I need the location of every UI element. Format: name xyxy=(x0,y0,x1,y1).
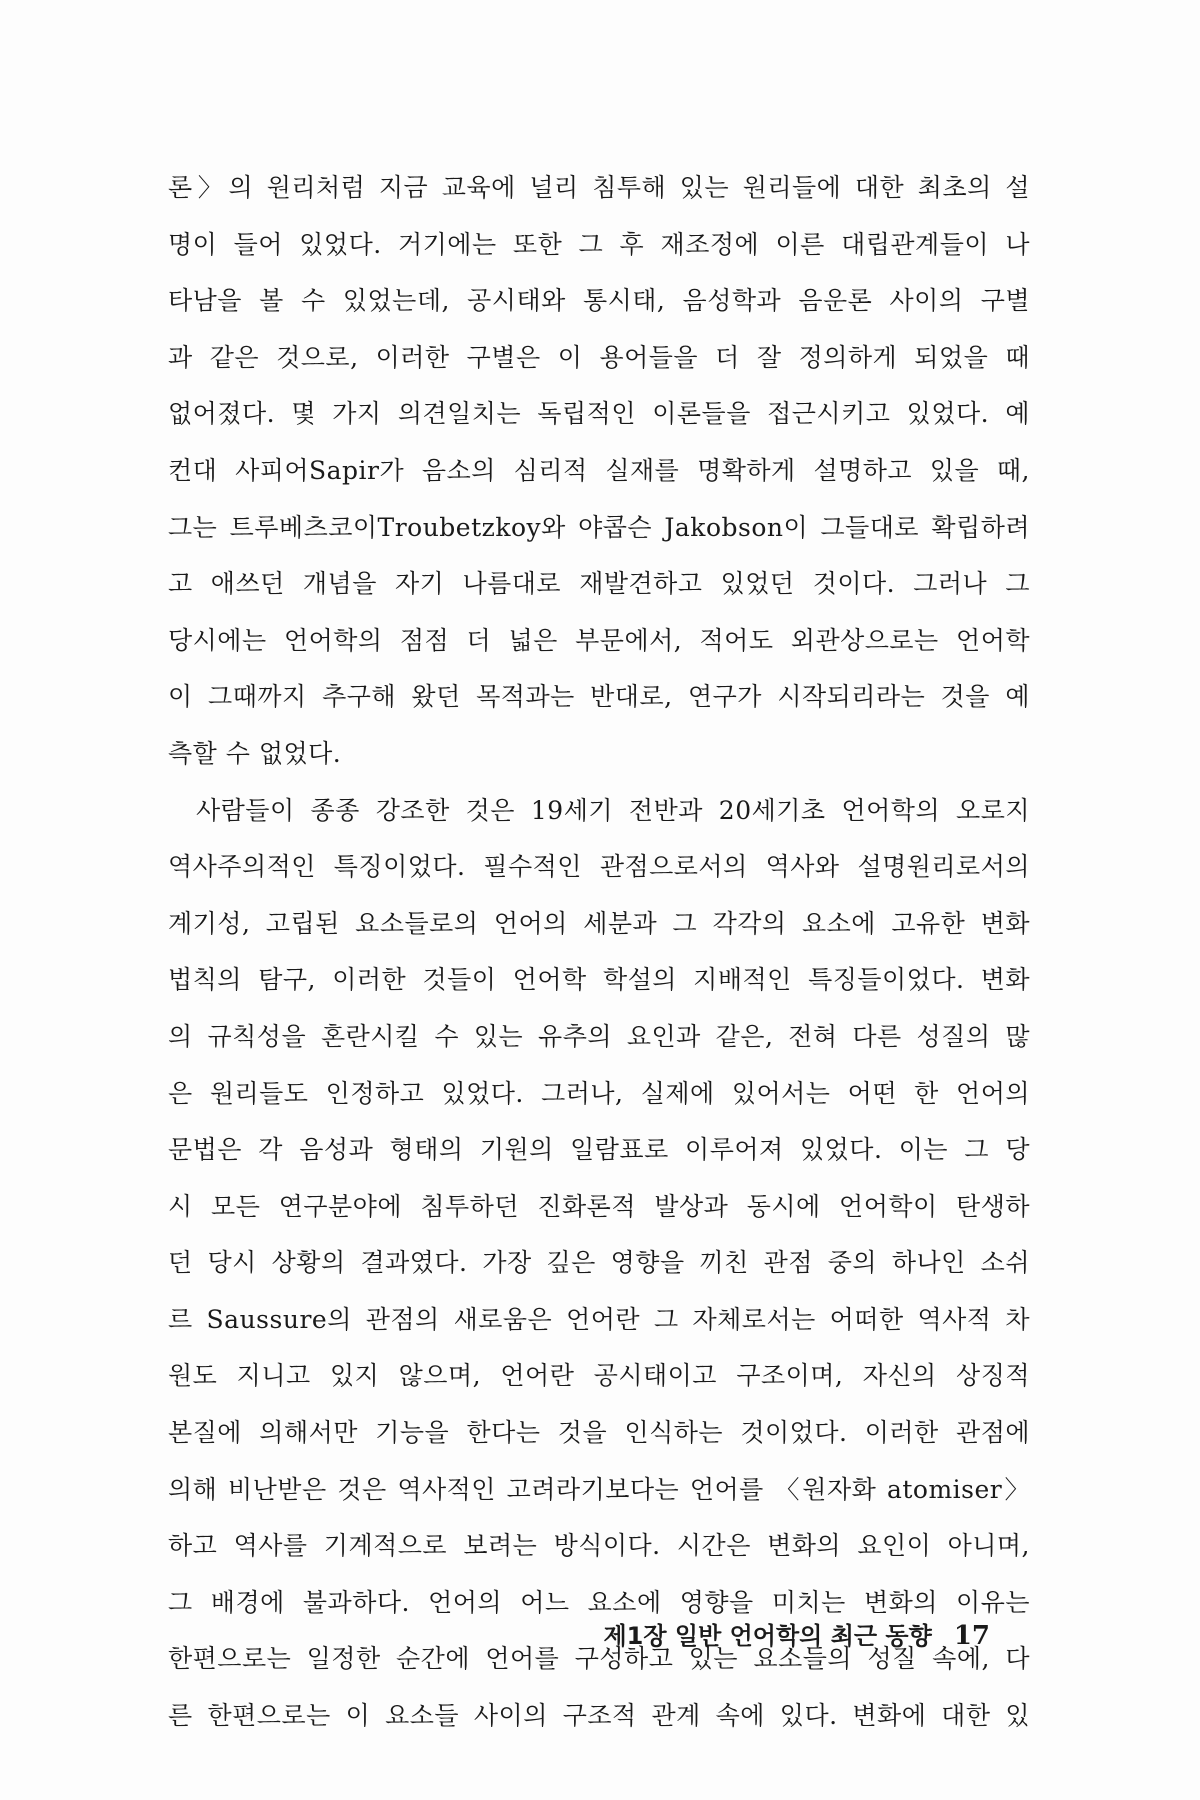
text-line: 르 Saussure의 관점의 새로움은 언어란 그 자체로서는 어떠한 역사적 차 xyxy=(168,1304,1030,1334)
text-line: 한편으로는 일정한 순간에 언어를 구성하고 있는 요소들의 성질 속에, 다 xyxy=(168,1644,1030,1674)
text-line: 그는 트루베츠코이Troubetzkoy와 야콥슨 Jakobson이 그들대로 확립하려 xyxy=(168,512,1030,542)
text-line: 론〉의 원리처럼 지금 교육에 널리 침투해 있는 원리들에 대한 최초의 설 xyxy=(168,173,1030,202)
text-line: 시 모든 연구분야에 침투하던 진화론적 발상과 동시에 언어학이 탄생하 xyxy=(168,1191,1030,1221)
text-line: 측할 수 없었다. xyxy=(168,738,342,768)
text-line: 사람들이 종종 강조한 것은 19세기 전반과 20세기초 언어학의 오로지 xyxy=(196,795,1030,825)
text-line: 역사주의적인 특징이었다. 필수적인 관점으로서의 역사와 설명원리로서의 xyxy=(168,852,1030,882)
text-line: 고 애쓰던 개념을 자기 나름대로 재발견하고 있었던 것이다. 그러나 그 xyxy=(168,569,1030,599)
text-line: 컨대 사피어Sapir가 음소의 심리적 실재를 명확하게 설명하고 있을 때, xyxy=(168,455,1030,485)
text-line: 당시에는 언어학의 점점 더 넓은 부문에서, 적어도 외관상으로는 언어학 xyxy=(168,625,1030,655)
body-text xyxy=(168,160,1030,1745)
text-line: 계기성, 고립된 요소들로의 언어의 세분과 그 각각의 요소에 고유한 변화 xyxy=(168,908,1030,938)
text-line: 던 당시 상황의 결과였다. 가장 깊은 영향을 끼친 관점 중의 하나인 소쉬 xyxy=(168,1248,1030,1278)
text-line: 문법은 각 음성과 형태의 기원의 일람표로 이루어져 있었다. 이는 그 당 xyxy=(168,1135,1030,1165)
text-line: 원도 지니고 있지 않으며, 언어란 공시태이고 구조이며, 자신의 상징적 xyxy=(168,1361,1030,1391)
text-line: 명이 들어 있었다. 거기에는 또한 그 후 재조정에 이른 대립관계들이 나 xyxy=(168,229,1030,259)
text-line: 하고 역사를 기계적으로 보려는 방식이다. 시간은 변화의 요인이 아니며, xyxy=(168,1531,1030,1561)
page-footer xyxy=(603,1616,990,1651)
text-line: 른 한편으로는 이 요소들 사이의 구조적 관계 속에 있다. 변화에 대한 있 xyxy=(168,1701,1030,1731)
text-line: 이 그때까지 추구해 왔던 목적과는 반대로, 연구가 시작되리라는 것을 예 xyxy=(168,682,1030,712)
text-line: 의 규칙성을 혼란시킬 수 있는 유추의 요인과 같은, 전혀 다른 성질의 많 xyxy=(168,1021,1030,1051)
text-line: 법칙의 탐구, 이러한 것들이 언어학 학설의 지배적인 특징들이었다. 변화 xyxy=(168,965,1030,995)
page-number: 17 xyxy=(953,1621,990,1651)
text-line: 없어졌다. 몇 가지 의견일치는 독립적인 이론들을 접근시키고 있었다. 예 xyxy=(168,399,1030,429)
running-head: 제1장 일반 언어학의 최근 동향 xyxy=(603,1622,932,1650)
text-line: 본질에 의해서만 기능을 한다는 것을 인식하는 것이었다. 이러한 관점에 xyxy=(168,1418,1030,1448)
text-line: 타남을 볼 수 있었는데, 공시태와 통시태, 음성학과 음운론 사이의 구별 xyxy=(168,286,1030,316)
text-line: 은 원리들도 인정하고 있었다. 그러나, 실제에 있어서는 어떤 한 언어의 xyxy=(168,1078,1030,1108)
text-line: 과 같은 것으로, 이러한 구별은 이 용어들을 더 잘 정의하게 되었을 때 xyxy=(168,342,1030,372)
text-line: 의해 비난받은 것은 역사적인 고려라기보다는 언어를 〈원자화 atomiser〉 xyxy=(168,1474,1030,1504)
text-line: 그 배경에 불과하다. 언어의 어느 요소에 영향을 미치는 변화의 이유는 xyxy=(168,1587,1030,1617)
